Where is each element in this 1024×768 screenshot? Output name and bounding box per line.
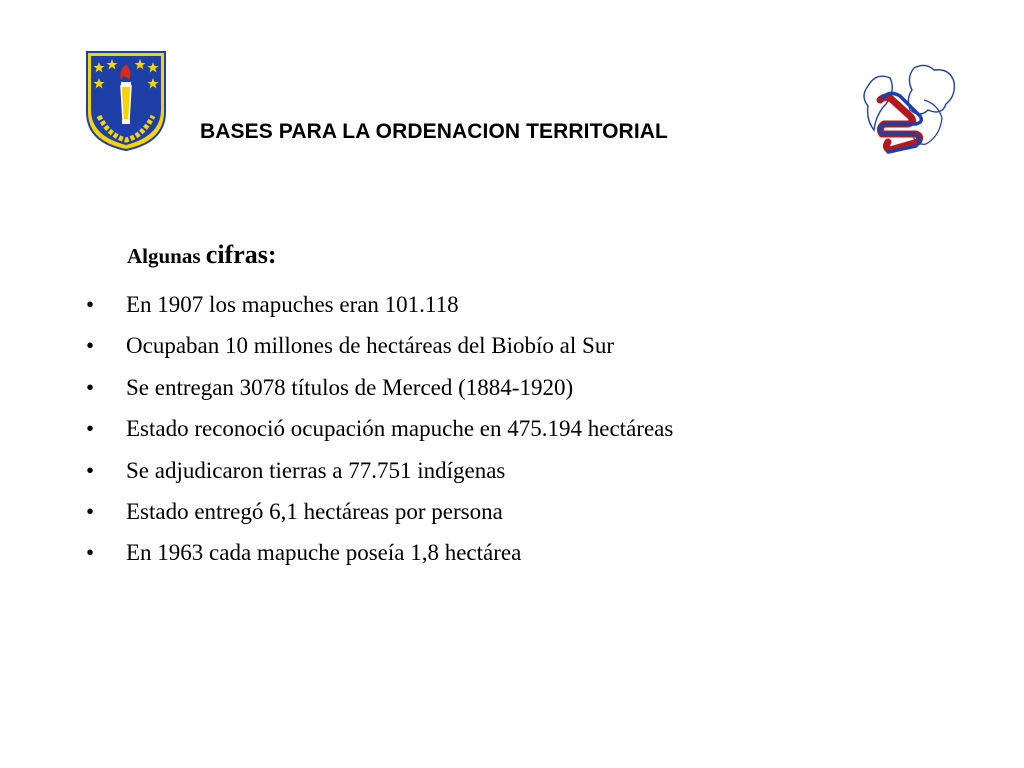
list-item: [86, 450, 673, 491]
bullet-glyph: •: [86, 457, 95, 483]
list-item: [86, 408, 673, 449]
bullet-list: [86, 284, 673, 574]
list-item-text: Estado entregó 6,1 hectáreas por persona: [126, 498, 503, 524]
page-title: BASES PARA LA ORDENACION TERRITORIAL: [200, 120, 668, 143]
bullet-glyph: •: [86, 498, 95, 524]
list-item-text: En 1907 los mapuches eran 101.118: [126, 292, 459, 317]
list-item-text: En 1963 cada mapuche poseía 1,8 hectárea: [126, 540, 522, 566]
list-item: [86, 284, 673, 325]
list-item: [86, 491, 673, 532]
list-item: [86, 325, 673, 366]
list-item: [86, 532, 673, 573]
subtitle-keyword: cifras:: [205, 240, 277, 269]
list-item-text: Se adjudicaron tierras a 77.751 indígenas: [126, 457, 506, 483]
bullet-glyph: •: [86, 333, 95, 359]
list-item-text: Se entregan 3078 títulos de Merced (1884-1920): [126, 374, 574, 400]
bullet-glyph: •: [86, 416, 95, 442]
bullet-glyph: •: [86, 292, 95, 317]
map-s-emblem-logo: [850, 60, 960, 160]
list-item-text: Estado reconoció ocupación mapuche en 475.194 hectáreas: [126, 416, 674, 442]
bullet-glyph: •: [86, 374, 95, 400]
university-shield-logo: [85, 50, 167, 152]
section-subtitle: [127, 240, 277, 270]
list-item: [86, 367, 673, 408]
subtitle-prefix: Algunas: [127, 244, 206, 268]
list-item-text: Ocupaban 10 millones de hectáreas del Biobío al Sur: [126, 333, 614, 359]
bullet-glyph: •: [86, 540, 95, 566]
